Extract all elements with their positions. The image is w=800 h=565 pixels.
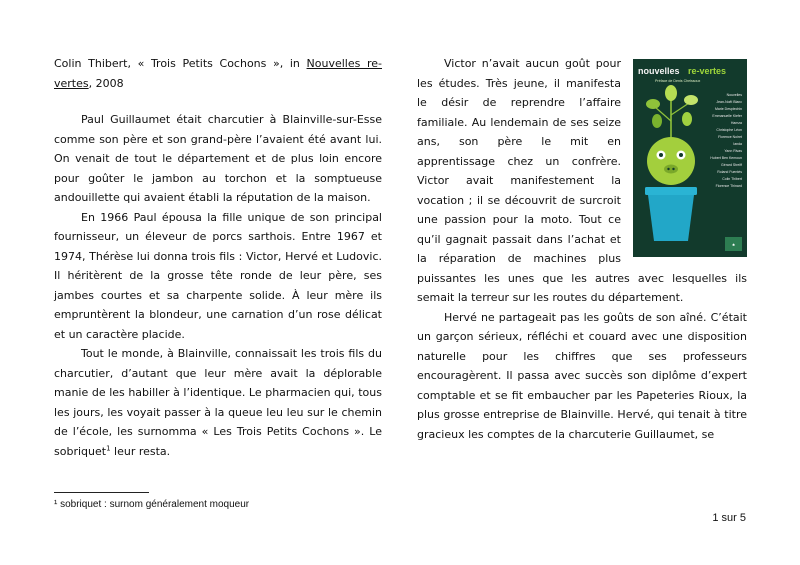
svg-text:Emmanuelle Kiefer: Emmanuelle Kiefer: [712, 114, 742, 118]
book-cover-image: [633, 59, 747, 257]
paragraph: En 1966 Paul épousa la fille unique de son principal fournisseur, un éleveur de porcs sarthois. Entre 1967 et 1974, Thérèse lui donna trois fils : Victor, Hervé et Ludovic. Il héritèrent de la grosse tête ronde de leur père, ses jambes courtes et sa charpente solide. À leur mère ils empruntèrent la blondeur, une carnation d’un rose délicat et un caractère placide.: [54, 210, 382, 341]
svg-text:Hubert Ben Kemoun: Hubert Ben Kemoun: [710, 156, 742, 160]
right-column: [417, 54, 747, 444]
pig-head-illustration: [647, 137, 695, 185]
svg-text:Nouvelles: Nouvelles: [726, 93, 742, 97]
cover-title-right: re-vertes: [688, 66, 727, 76]
footnote-marker[interactable]: 1: [106, 443, 111, 452]
svg-text:♣: ♣: [732, 242, 735, 247]
footnote: ¹ sobriquet : surnom généralement moqueur: [54, 499, 250, 510]
paragraph: Victor n’avait aucun goût pour les études. Très jeune, il manifesta le désir de reprendre l’affaire familiale. Au lendemain de ses seize ans, son père le mit en apprentissage chez un confrère. Victor avait manifestement la vocation ; il se découvrit de surcroit une passion pour la moto. Tout ce qu’il gagnait passait dans l’achat et la réparation de machines plus puissantes les unes que les autres avec lesquelles ils semait la terreur sur les routes du département.: [417, 57, 747, 304]
svg-text:Roland Fuentès: Roland Fuentès: [717, 170, 742, 174]
paragraph: Hervé ne partageait pas les goûts de son aîné. C’était un garçon sérieux, réfléchi et couard avec une disposition naturelle pour les chiffres que ses professeurs encouragèrent. Il passa avec succès son diplôme d’expert comptable et se fit embaucher par les Papeteries Rioux, la plus grosse entreprise de Blainville. Hervé, qui tenait à titre gracieux les comptes de la charcuterie Guillaumet, se: [417, 310, 747, 441]
svg-text:Jean-Noël Blanc: Jean-Noël Blanc: [716, 100, 742, 104]
paragraph-text: Tout le monde, à Blainville, connaissait les trois fils du charcutier, d’autant que leur mère avait la déplorable manie de les habiller à l’identique. Le pharmacien qui, tous les jours, les voyait passer à la queue leu leu sur le chemin de l’école, les surnomma « Les Trois Petits Cochons ». Le sobriquet: [54, 347, 382, 458]
svg-text:Hamza: Hamza: [730, 121, 742, 125]
footnote-divider: [54, 492, 149, 493]
paragraph: [54, 344, 382, 461]
svg-text:Gérard Streiff: Gérard Streiff: [721, 163, 742, 167]
book-title-link[interactable]: Nouvelles re-vertes: [54, 57, 382, 90]
source-citation: [54, 54, 382, 93]
svg-text:Colin Thibert: Colin Thibert: [722, 177, 742, 181]
svg-text:Florence Thinard: Florence Thinard: [715, 184, 742, 188]
source-prefix: Colin Thibert, « Trois Petits Cochons », in: [54, 57, 307, 70]
publisher-logo: [725, 237, 742, 251]
paragraph: Paul Guillaumet était charcutier à Blainville-sur-Esse comme son père et son grand-père l’avaient été avant lui. On venait de tout le département et de plus loin encore pour goûter le jambon au torchon et la somptueuse andouillette qui avaient établi la réputation de la maison.: [54, 113, 382, 204]
svg-text:Marie Desplechin: Marie Desplechin: [714, 107, 742, 111]
left-column: [54, 54, 382, 461]
cover-title-left: nouvelles: [638, 66, 680, 76]
page-number: 1 sur 5: [712, 512, 746, 524]
svg-text:Christophe Léon: Christophe Léon: [716, 128, 742, 132]
svg-text:Yann Rivas: Yann Rivas: [724, 149, 742, 153]
paragraph-tail: leur resta.: [110, 444, 171, 458]
source-suffix: , 2008: [88, 76, 124, 90]
svg-text:Ianda: Ianda: [733, 142, 742, 146]
svg-text:Florence Noiret: Florence Noiret: [718, 135, 742, 139]
cover-subtitle: Préface de Denis Cheissoux: [655, 79, 701, 83]
